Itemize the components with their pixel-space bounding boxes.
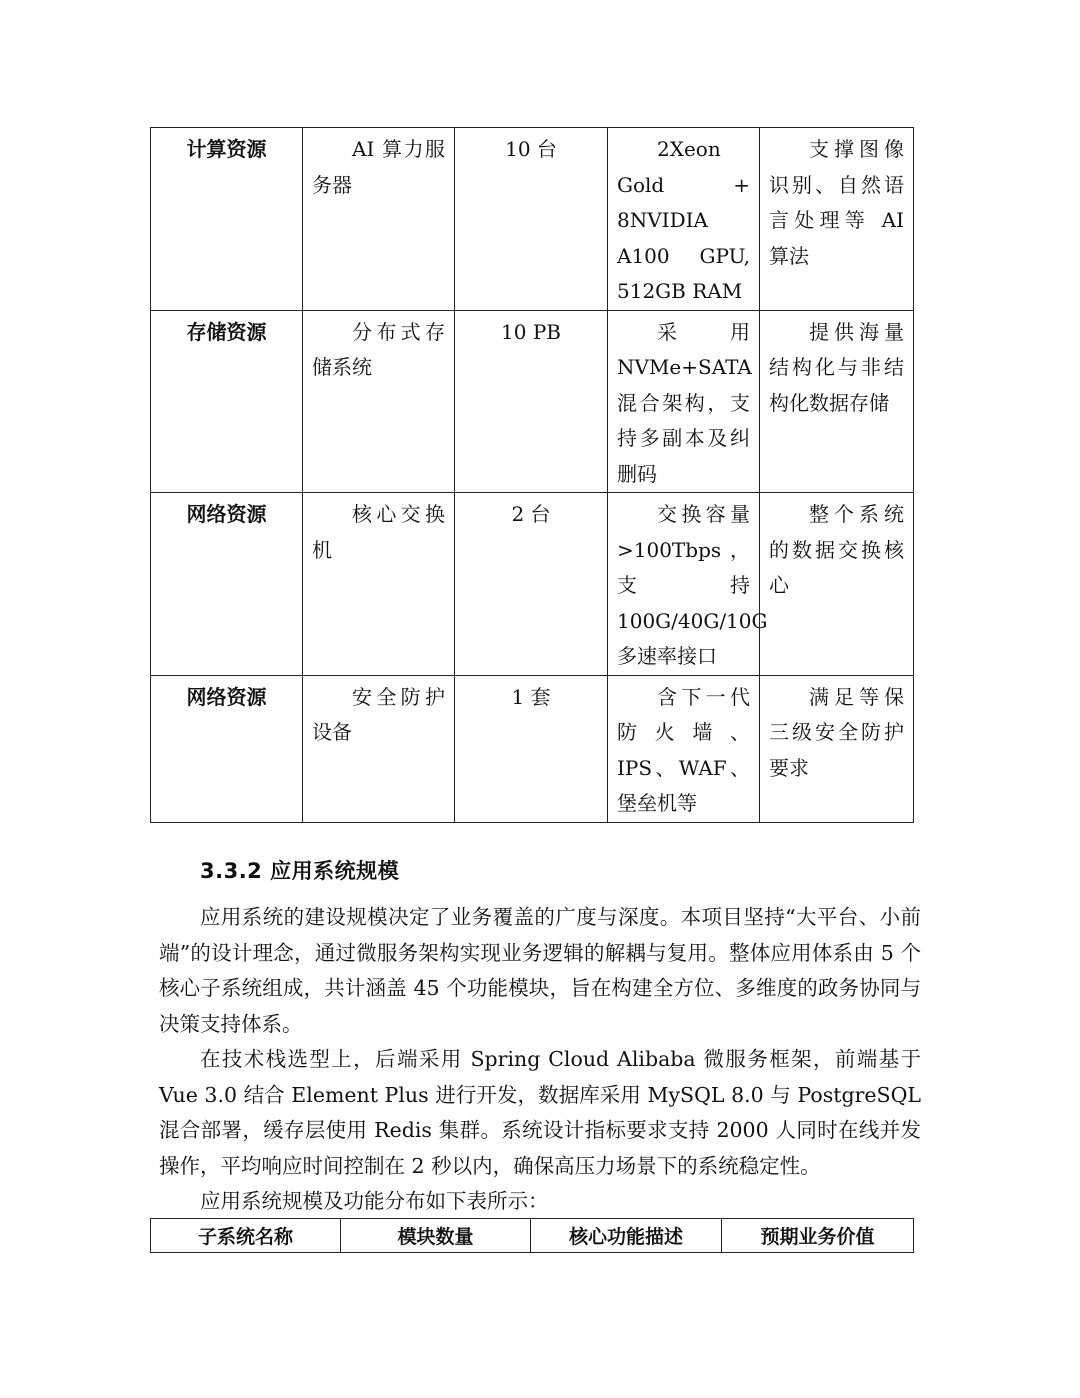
resource-purpose: 支撑图像识别、自然语言处理等 AI 算法 [760, 128, 914, 311]
resource-name: AI 算力服务器 [303, 128, 455, 311]
paragraph: 应用系统规模及功能分布如下表所示： [200, 1189, 549, 1213]
table-row [151, 493, 914, 676]
resource-spec: 采 用 NVMe+SATA 混合架构，支持多副本及纠删码 [608, 310, 760, 493]
resource-purpose: 提供海量结构化与非结构化数据存储 [760, 310, 914, 493]
column-header: 子系统名称 [151, 1219, 341, 1253]
column-header: 核心功能描述 [531, 1219, 722, 1253]
resource-quantity: 2 台 [455, 493, 608, 676]
resource-purpose: 整个系统的数据交换核心 [760, 493, 914, 676]
section-heading: 3.3.2 应用系统规模 [200, 859, 400, 883]
resource-name: 安全防护设备 [303, 675, 455, 822]
resource-name: 分布式存储系统 [303, 310, 455, 493]
resource-quantity: 10 台 [455, 128, 608, 311]
table-row [151, 128, 914, 311]
resource-spec: 交换容量>100Tbps，支 持 100G/40G/10G 多速率接口 [608, 493, 760, 676]
resource-spec: 含下一代防火墙、IPS、WAF、堡垒机等 [608, 675, 760, 822]
table-header-row [151, 1219, 914, 1253]
resource-category: 存储资源 [151, 310, 303, 493]
resource-table [150, 127, 914, 823]
paragraph: 在技术栈选型上，后端采用 Spring Cloud Alibaba 微服务框架，前端基于 Vue 3.0 结合 Element Plus 进行开发，数据库采用 MySQL 8.0 与 PostgreSQL 混合部署，缓存层使用 Redis 集群。系统设计指标要求支持 2000 人同时在线并发操作，平均响应时间控制在 2 秒以内，确保高压力场景下的系统稳定性。 [159, 1047, 921, 1178]
section-body [159, 900, 921, 1220]
resource-name: 核心交换机 [303, 493, 455, 676]
resource-purpose: 满足等保三级安全防护要求 [760, 675, 914, 822]
table-row [151, 675, 914, 822]
column-header: 模块数量 [341, 1219, 531, 1253]
column-header: 预期业务价值 [722, 1219, 914, 1253]
resource-quantity: 1 套 [455, 675, 608, 822]
resource-category: 网络资源 [151, 493, 303, 676]
table-row [151, 310, 914, 493]
resource-category: 网络资源 [151, 675, 303, 822]
resource-spec: 2Xeon Gold + 8NVIDIA A100 GPU, 512GB RAM [608, 128, 760, 311]
resource-category: 计算资源 [151, 128, 303, 311]
paragraph: 应用系统的建设规模决定了业务覆盖的广度与深度。本项目坚持“大平台、小前端”的设计理念，通过微服务架构实现业务逻辑的解耦与复用。整体应用体系由 5 个核心子系统组成，共计涵盖 45 个功能模块，旨在构建全方位、多维度的政务协同与决策支持体系。 [159, 905, 921, 1036]
application-table [150, 1218, 914, 1253]
resource-quantity: 10 PB [455, 310, 608, 493]
